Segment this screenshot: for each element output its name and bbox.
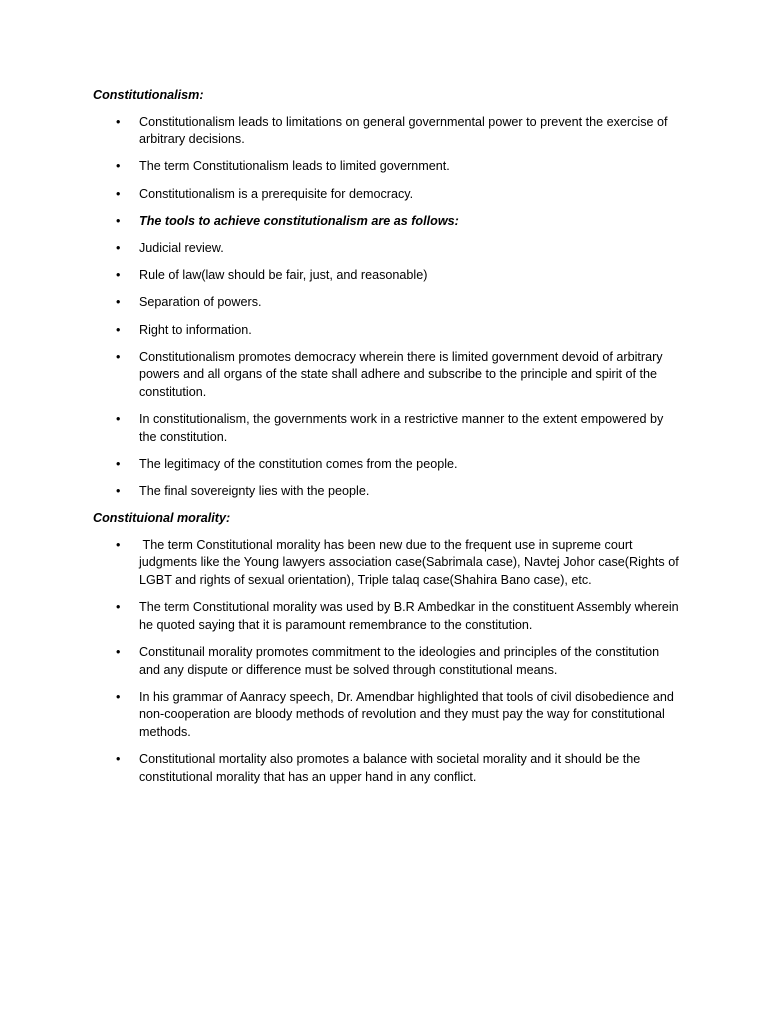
bullet-icon: • xyxy=(116,412,121,427)
section-heading-constitutional-morality: Constituional morality: xyxy=(93,511,231,526)
bullet-icon: • xyxy=(116,322,121,337)
list-item-tools-heading: • The tools to achieve constitutionalism are as follows: xyxy=(93,213,683,231)
list-item: • The term Constitutional morality has been new due to the frequent use in supreme court judgments like the Young lawyers association case(Sabrimala case), Navtej Johor case(Rights of LGBT and rights of sexual orientation), Triple talaq case(Shahira Bano case), etc. xyxy=(116,537,683,587)
list-item: • Constitutional mortality also promotes a balance with societal morality and it should be the constitutional morality that has an upper hand in any conflict. xyxy=(116,752,641,784)
bullet-icon: • xyxy=(116,114,121,129)
bullet-icon: • xyxy=(116,752,121,767)
bullet-icon: • xyxy=(116,213,121,228)
list-item: • Constitunail morality promotes commitment to the ideologies and principles of the constitution and any dispute or difference must be solved through constitutional means. xyxy=(116,644,660,677)
list-item: • The term Constitutionalism leads to limited government. xyxy=(93,158,683,176)
bullet-icon: • xyxy=(116,644,121,659)
bullet-icon: • xyxy=(116,537,121,552)
bullet-icon: • xyxy=(116,349,121,364)
bullet-icon: • xyxy=(116,484,121,499)
list-item: • Constitutionalism is a prerequisite for democracy. xyxy=(93,186,683,204)
list-item: • In his grammar of Aanracy speech, Dr. Amendbar highlighted that tools of civil disobedience and non-cooperation are bloody methods of revolution and they must pay the way for constitutional methods. xyxy=(116,689,674,739)
bullet-icon: • xyxy=(116,240,121,255)
bullet-icon: • xyxy=(116,689,121,704)
list-item: • Constitutionalism promotes democracy wherein there is limited government devoid of arbitrary powers and all organs of the state shall adhere and subscribe to the principle and spirit of the constitution. xyxy=(116,349,663,399)
list-item: • Judicial review. xyxy=(93,240,683,258)
constitutional-morality-list xyxy=(93,537,683,787)
document-body xyxy=(93,87,683,796)
bullet-icon: • xyxy=(116,159,121,174)
constitutionalism-list xyxy=(93,114,683,501)
bullet-icon: • xyxy=(116,295,121,310)
list-item: • Right to information. xyxy=(93,322,683,340)
section-heading-constitutionalism: Constitutionalism: xyxy=(93,88,204,102)
list-item: • The final sovereignty lies with the people. xyxy=(93,483,683,501)
list-item: • The term Constitutional morality was used by B.R Ambedkar in the constituent Assembly wherein he quoted saying that it is paramount remembrance to the constitution. xyxy=(116,600,679,632)
list-item: • In constitutionalism, the governments work in a restrictive manner to the extent empowered by the constitution. xyxy=(116,412,664,444)
list-item: • The legitimacy of the constitution comes from the people. xyxy=(93,456,683,474)
list-item: • Constitutionalism leads to limitations on general governmental power to prevent the exercise of arbitrary decisions. xyxy=(116,114,668,147)
bullet-icon: • xyxy=(116,268,121,283)
list-item: • Separation of powers. xyxy=(93,294,683,312)
bullet-icon: • xyxy=(116,186,121,201)
bullet-icon: • xyxy=(116,600,121,615)
list-item: • Rule of law(law should be fair, just, and reasonable) xyxy=(93,267,683,285)
bullet-icon: • xyxy=(116,456,121,471)
